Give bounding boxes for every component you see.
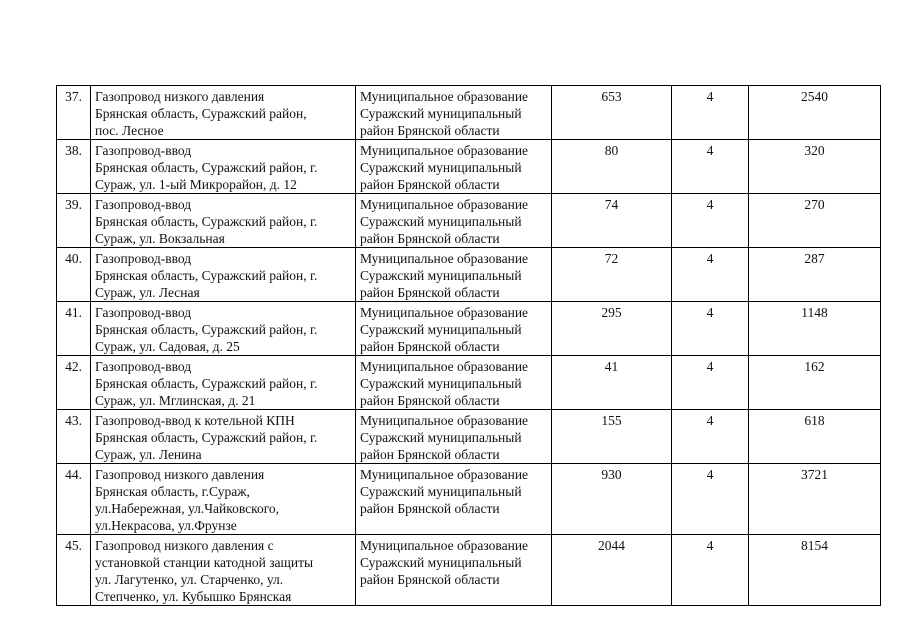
table-row	[57, 535, 881, 606]
owner-cell: Муниципальное образование Суражский муниципальный район Брянской области	[356, 464, 552, 535]
table-row	[57, 356, 881, 410]
object-name-cell: Газопровод низкого давления Брянская область, г.Сураж, ул.Набережная, ул.Чайковского, ул.Некрасова, ул.Фрунзе	[91, 464, 356, 535]
owner-cell: Муниципальное образование Суражский муниципальный район Брянской области	[356, 194, 552, 248]
value-cell: 270	[749, 194, 881, 248]
value-cell: 320	[749, 140, 881, 194]
value-cell: 2540	[749, 86, 881, 140]
owner-cell: Муниципальное образование Суражский муниципальный район Брянской области	[356, 86, 552, 140]
object-name-cell: Газопровод-ввод Брянская область, Суражский район, г. Сураж, ул. Вокзальная	[91, 194, 356, 248]
object-name-cell: Газопровод низкого давления Брянская область, Суражский район, пос. Лесное	[91, 86, 356, 140]
category-cell: 4	[672, 356, 749, 410]
length-cell: 653	[552, 86, 672, 140]
table-row	[57, 248, 881, 302]
object-name-cell: Газопровод-ввод к котельной КПН Брянская область, Суражский район, г. Сураж, ул. Ленина	[91, 410, 356, 464]
length-cell: 2044	[552, 535, 672, 606]
row-number: 43.	[57, 410, 91, 464]
length-cell: 295	[552, 302, 672, 356]
object-name-cell: Газопровод-ввод Брянская область, Суражский район, г. Сураж, ул. Лесная	[91, 248, 356, 302]
value-cell: 8154	[749, 535, 881, 606]
table-row	[57, 140, 881, 194]
length-cell: 72	[552, 248, 672, 302]
table-row	[57, 302, 881, 356]
category-cell: 4	[672, 194, 749, 248]
row-number: 38.	[57, 140, 91, 194]
object-name-cell: Газопровод-ввод Брянская область, Суражский район, г. Сураж, ул. Мглинская, д. 21	[91, 356, 356, 410]
category-cell: 4	[672, 535, 749, 606]
length-cell: 80	[552, 140, 672, 194]
category-cell: 4	[672, 410, 749, 464]
category-cell: 4	[672, 140, 749, 194]
owner-cell: Муниципальное образование Суражский муниципальный район Брянской области	[356, 535, 552, 606]
value-cell: 3721	[749, 464, 881, 535]
value-cell: 1148	[749, 302, 881, 356]
value-cell: 162	[749, 356, 881, 410]
gas-pipeline-registry-table	[56, 85, 881, 606]
row-number: 37.	[57, 86, 91, 140]
category-cell: 4	[672, 248, 749, 302]
owner-cell: Муниципальное образование Суражский муниципальный район Брянской области	[356, 356, 552, 410]
value-cell: 287	[749, 248, 881, 302]
row-number: 42.	[57, 356, 91, 410]
owner-cell: Муниципальное образование Суражский муниципальный район Брянской области	[356, 140, 552, 194]
category-cell: 4	[672, 302, 749, 356]
length-cell: 930	[552, 464, 672, 535]
owner-cell: Муниципальное образование Суражский муниципальный район Брянской области	[356, 410, 552, 464]
value-cell: 618	[749, 410, 881, 464]
object-name-cell: Газопровод-ввод Брянская область, Суражский район, г. Сураж, ул. 1-ый Микрорайон, д. 12	[91, 140, 356, 194]
row-number: 41.	[57, 302, 91, 356]
length-cell: 41	[552, 356, 672, 410]
table-row	[57, 464, 881, 535]
object-name-cell: Газопровод-ввод Брянская область, Суражский район, г. Сураж, ул. Садовая, д. 25	[91, 302, 356, 356]
owner-cell: Муниципальное образование Суражский муниципальный район Брянской области	[356, 248, 552, 302]
owner-cell: Муниципальное образование Суражский муниципальный район Брянской области	[356, 302, 552, 356]
row-number: 39.	[57, 194, 91, 248]
row-number: 44.	[57, 464, 91, 535]
row-number: 45.	[57, 535, 91, 606]
object-name-cell: Газопровод низкого давления с установкой станции катодной защиты ул. Лагутенко, ул. Старченко, ул. Степченко, ул. Кубышко Брянская	[91, 535, 356, 606]
length-cell: 155	[552, 410, 672, 464]
table-row	[57, 194, 881, 248]
table-row	[57, 410, 881, 464]
row-number: 40.	[57, 248, 91, 302]
category-cell: 4	[672, 86, 749, 140]
category-cell: 4	[672, 464, 749, 535]
table-row	[57, 86, 881, 140]
length-cell: 74	[552, 194, 672, 248]
